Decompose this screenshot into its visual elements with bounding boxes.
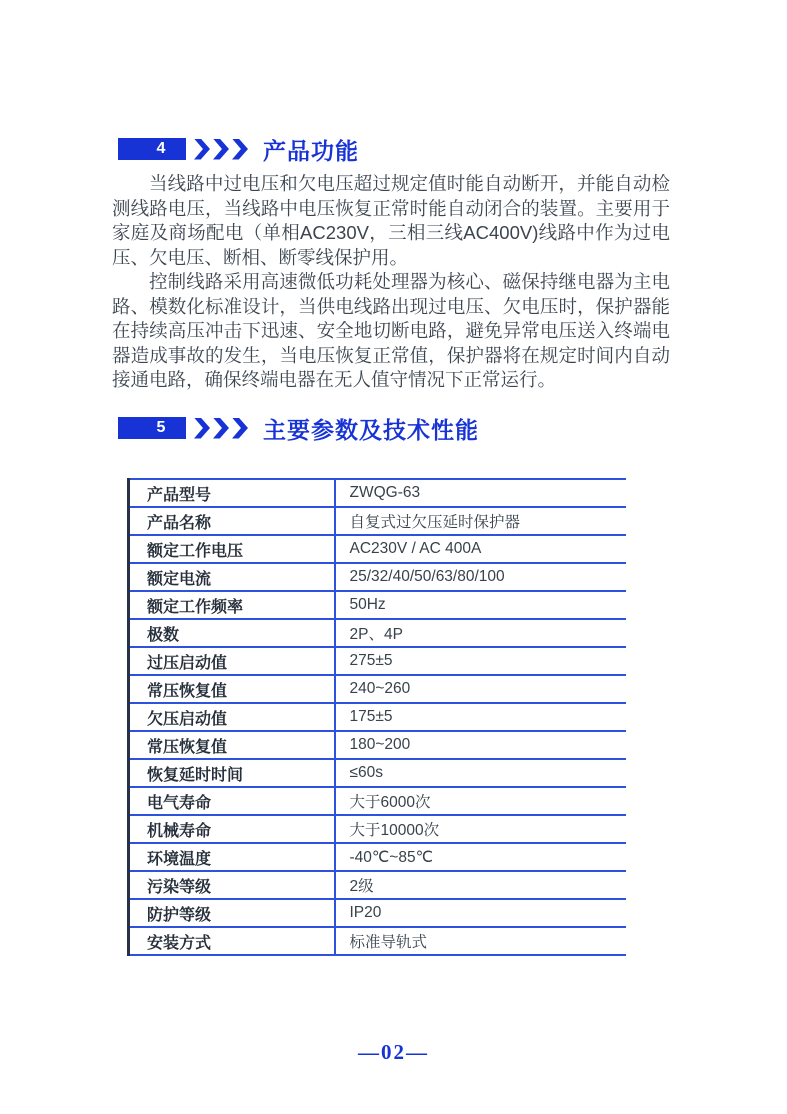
section-number-badge	[118, 417, 186, 439]
chevron-right-icon	[232, 139, 248, 160]
triple-chevron-icon	[194, 418, 248, 439]
table-row	[129, 787, 627, 815]
param-label: 产品名称	[129, 507, 335, 535]
triple-chevron-icon	[194, 139, 248, 160]
table-row	[129, 703, 627, 731]
section-title: 主要参数及技术性能	[263, 416, 479, 443]
param-label: 环境温度	[129, 843, 335, 871]
param-label: 欠压启动值	[129, 703, 335, 731]
table-row	[129, 591, 627, 619]
product-features-text	[112, 172, 670, 393]
table-row	[129, 647, 627, 675]
param-label: 常压恢复值	[129, 675, 335, 703]
chevron-right-icon	[194, 139, 210, 160]
table-row	[129, 619, 627, 647]
param-label: 极数	[129, 619, 335, 647]
param-value: 大于6000次	[335, 787, 627, 815]
section-4-header	[118, 137, 359, 164]
param-label: 防护等级	[129, 899, 335, 927]
param-value: ZWQG-63	[335, 479, 627, 507]
table-row	[129, 675, 627, 703]
param-label: 污染等级	[129, 871, 335, 899]
param-label: 安装方式	[129, 927, 335, 955]
param-value: 50Hz	[335, 591, 627, 619]
section-title: 产品功能	[263, 137, 359, 164]
param-value: 180~200	[335, 731, 627, 759]
table-row	[129, 507, 627, 535]
table-row	[129, 899, 627, 927]
param-label: 机械寿命	[129, 815, 335, 843]
param-value: 275±5	[335, 647, 627, 675]
table-row	[129, 843, 627, 871]
param-label: 过压启动值	[129, 647, 335, 675]
param-value: 2P、4P	[335, 619, 627, 647]
param-value: AC230V / AC 400A	[335, 535, 627, 563]
param-value: 2级	[335, 871, 627, 899]
table-row	[129, 563, 627, 591]
param-value: IP20	[335, 899, 627, 927]
section-number: 4	[156, 140, 166, 157]
param-value: 自复式过欠压延时保护器	[335, 507, 627, 535]
param-label: 额定工作频率	[129, 591, 335, 619]
param-value: 175±5	[335, 703, 627, 731]
table-row	[129, 815, 627, 843]
section-number-badge	[118, 138, 186, 160]
table-row	[129, 871, 627, 899]
param-value: 标准导轨式	[335, 927, 627, 955]
param-label: 电气寿命	[129, 787, 335, 815]
table-row	[129, 731, 627, 759]
section-5-header	[118, 416, 479, 443]
chevron-right-icon	[213, 418, 229, 439]
table-row	[129, 927, 627, 955]
param-value: ≤60s	[335, 759, 627, 787]
paragraph: 控制线路采用高速微低功耗处理器为核心、磁保持继电器为主电路、模数化标准设计，当供电线路出现过电压、欠电压时，保护器能在持续高压冲击下迅速、安全地切断电路，避免异常电压送入终端电器造成事故的发生，当电压恢复正常值，保护器将在规定时间内自动接通电路，确保终端电器在无人值守情况下正常运行。	[112, 271, 670, 390]
page-number: —02—	[358, 1040, 429, 1064]
paragraph: 当线路中过电压和欠电压超过规定值时能自动断开，并能自动检测线路电压，当线路中电压恢复正常时能自动闭合的装置。主要用于家庭及商场配电（单相AC230V，三相三线AC400V)线路中作为过电压、欠电压、断相、断零线保护用。	[112, 173, 670, 268]
param-label: 产品型号	[129, 479, 335, 507]
chevron-right-icon	[213, 139, 229, 160]
param-value: 大于10000次	[335, 815, 627, 843]
param-label: 额定电流	[129, 563, 335, 591]
page-footer	[0, 1040, 787, 1065]
param-label: 常压恢复值	[129, 731, 335, 759]
chevron-right-icon	[232, 418, 248, 439]
chevron-right-icon	[194, 418, 210, 439]
parameters-table	[127, 478, 626, 956]
section-number: 5	[156, 419, 166, 436]
param-value: -40℃~85℃	[335, 843, 627, 871]
param-value: 240~260	[335, 675, 627, 703]
table-row	[129, 759, 627, 787]
table-row	[129, 479, 627, 507]
param-label: 恢复延时时间	[129, 759, 335, 787]
table-row	[129, 535, 627, 563]
param-label: 额定工作电压	[129, 535, 335, 563]
param-value: 25/32/40/50/63/80/100	[335, 563, 627, 591]
